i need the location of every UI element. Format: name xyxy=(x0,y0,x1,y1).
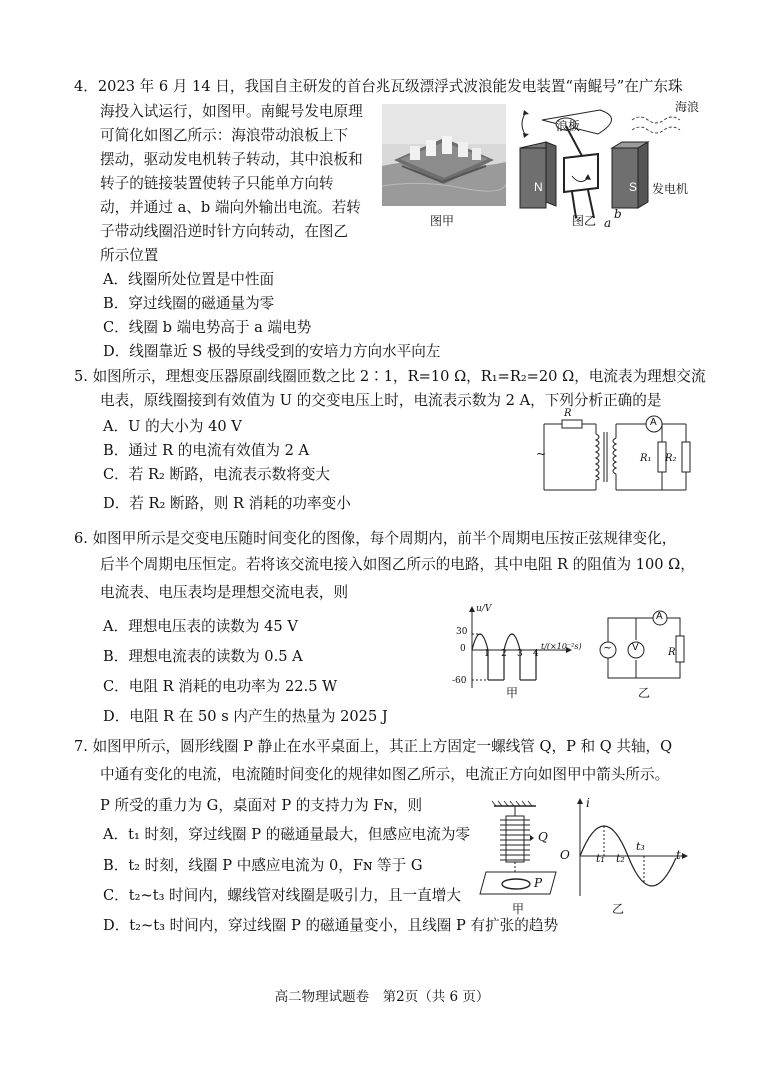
q4-label-a: a xyxy=(604,216,612,230)
current-time-graph xyxy=(566,796,692,900)
q6-option-c[interactable]: C．电阻 R 消耗的电功率为 22.5 W xyxy=(103,678,338,695)
q5-label-r1: R₁ xyxy=(640,453,652,464)
q6-graph-ytick-30: 30 xyxy=(456,627,468,637)
q6-line-3: 电流表、电压表均是理想交流电表，则 xyxy=(100,584,349,601)
q5-transformer-circuit xyxy=(532,412,708,496)
q6-label-source: ~ xyxy=(603,641,613,654)
generator-schematic xyxy=(512,96,712,230)
q7-label-t: t xyxy=(676,848,681,862)
q6-graph-xlabel: t/(×10⁻²s) xyxy=(541,642,582,651)
q4-line-7: 子带动线圈沿逆时针方向转动，在图乙 xyxy=(100,223,349,240)
q5-line-2: 电表，原线圈接到有效值为 U 的交变电压上时，电流表示数为 2 A，下列分析正确的是 xyxy=(100,392,662,409)
q6-graph-xtick-3: 3 xyxy=(517,649,523,659)
wave-device-photo xyxy=(382,104,506,206)
q6-line-2: 后半个周期电压恒定。若将该交流电接入如图乙所示的电路，其中电阻 R 的阻值为 100 Ω， xyxy=(100,556,695,573)
q5-label-source: ~ xyxy=(536,447,547,461)
q4-line-3: 可简化如图乙所示：海浪带动浪板上下 xyxy=(100,127,349,144)
q7-label-p: P xyxy=(534,876,543,890)
q7-label-t3: t₃ xyxy=(636,840,645,853)
q6-fig-jia-caption: 甲 xyxy=(506,686,519,700)
q4-label-board: 浪板 xyxy=(556,119,581,133)
q5-label-a: A xyxy=(650,417,657,428)
q4-line-5: 转子的链接装置使转子只能单方向转 xyxy=(100,175,334,192)
q7-fig-jia-caption: 甲 xyxy=(512,902,525,916)
q6-graph-xtick-2: 2 xyxy=(501,649,507,659)
q4-photo-figure xyxy=(382,104,506,206)
solenoid-coil-diagram xyxy=(476,800,566,904)
q7-option-d[interactable]: D．t₂~t₃ 时间内，穿过线圈 P 的磁通量变小，且线圈 P 有扩张的趋势 xyxy=(103,917,559,934)
q6-option-a[interactable]: A．理想电压表的读数为 45 V xyxy=(103,618,298,635)
q7-option-b[interactable]: B．t₂ 时刻，线圈 P 中感应电流为 0，Fɴ 等于 G xyxy=(103,857,423,874)
q6-graph-ylabel: u/V xyxy=(476,604,492,614)
q6-graph-ytick-neg60: -60 xyxy=(452,676,467,686)
q4-label-s: S xyxy=(629,180,638,194)
q6-option-b[interactable]: B．理想电流表的读数为 0.5 A xyxy=(103,648,303,665)
q6-label-a: A xyxy=(656,611,663,622)
q6-label-v: V xyxy=(632,642,639,653)
q5-option-c[interactable]: C．若 R₂ 断路，电流表示数将变大 xyxy=(103,466,331,483)
transformer-circuit-diagram xyxy=(532,412,708,496)
q5-option-a[interactable]: A．U 的大小为 40 V xyxy=(103,418,242,435)
q6-fig-yi-caption: 乙 xyxy=(638,686,651,700)
q6-option-d[interactable]: D．电阻 R 在 50 s 内产生的热量为 2025 J xyxy=(103,708,388,725)
q7-current-graph xyxy=(566,796,692,900)
q4-label-b: b xyxy=(614,207,622,221)
q4-option-d[interactable]: D．线圈靠近 S 极的导线受到的安培力方向水平向左 xyxy=(103,343,441,360)
q7-option-a[interactable]: A．t₁ 时刻，穿过线圈 P 的磁通量最大，但感应电流为零 xyxy=(103,826,471,843)
q4-fig-jia-caption: 图甲 xyxy=(430,214,455,228)
q4-line-2: 海投入试运行，如图甲。南鲲号发电原理 xyxy=(100,103,363,120)
q5-option-b[interactable]: B．通过 R 的电流有效值为 2 A xyxy=(103,442,310,459)
q5-option-d[interactable]: D．若 R₂ 断路，则 R 消耗的功率变小 xyxy=(103,495,351,512)
q7-solenoid-figure xyxy=(476,800,566,904)
q7-label-q: Q xyxy=(538,830,548,844)
q6-graph-xtick-1: 1 xyxy=(484,649,490,659)
q6-line-1: 6. 如图甲所示是交变电压随时间变化的图像，每个周期内，前半个周期电压按正弦规律变化， xyxy=(74,530,677,547)
q7-label-t1: t₁ xyxy=(596,852,605,865)
q4-line-1: 4．2023 年 6 月 14 日，我国自主研发的首台兆瓦级漂浮式波浪能发电装置“南鲲号”在广东珠 xyxy=(74,78,683,95)
q6-graph-xtick-4: 4 xyxy=(533,649,539,659)
q6-graph-ytick-0: 0 xyxy=(460,644,466,654)
q4-option-b[interactable]: B．穿过线圈的磁通量为零 xyxy=(103,295,275,312)
q4-option-a[interactable]: A．线圈所处位置是中性面 xyxy=(103,271,275,288)
q4-label-n: N xyxy=(534,180,543,194)
q6-label-r: R xyxy=(668,647,676,658)
q4-label-generator: 发电机 xyxy=(652,182,689,196)
q4-line-6: 动，并通过 a、b 端向外输出电流。若转 xyxy=(100,199,361,216)
q5-label-r2: R₂ xyxy=(665,453,677,464)
q4-line-8: 所示位置 xyxy=(100,247,159,264)
q4-generator-figure xyxy=(512,96,712,230)
q5-label-r: R xyxy=(564,408,572,419)
page-footer: 高二物理试题卷 第2页（共 6 页） xyxy=(274,989,490,1005)
q5-line-1: 5. 如图所示，理想变压器原副线圈匝数之比 2∶1，R=10 Ω，R₁=R₂=20 Ω，电流表为理想交流 xyxy=(74,368,706,385)
q4-option-c[interactable]: C．线圈 b 端电势高于 a 端电势 xyxy=(103,319,312,336)
q7-label-t2: t₂ xyxy=(616,852,625,865)
q4-line-4: 摆动，驱动发电机转子转动，其中浪板和 xyxy=(100,151,363,168)
q7-line-1: 7. 如图甲所示，圆形线圈 P 静止在水平桌面上，其正上方固定一螺线管 Q，P 和 Q 共轴，Q xyxy=(74,738,673,755)
q7-option-c[interactable]: C．t₂~t₃ 时间内，螺线管对线圈是吸引力，且一直增大 xyxy=(103,887,461,904)
q7-line-2: 中通有变化的电流，电流随时间变化的规律如图乙所示，电流正方向如图甲中箭头所示。 xyxy=(100,766,670,783)
q7-line-3: P 所受的重力为 G，桌面对 P 的支持力为 Fɴ，则 xyxy=(100,797,423,814)
q7-fig-yi-caption: 乙 xyxy=(612,902,625,916)
q4-fig-yi-caption: 图乙 xyxy=(572,214,597,228)
q7-label-i: i xyxy=(586,796,590,810)
q4-label-sea: 海浪 xyxy=(675,100,700,114)
q7-label-o: O xyxy=(560,848,570,862)
